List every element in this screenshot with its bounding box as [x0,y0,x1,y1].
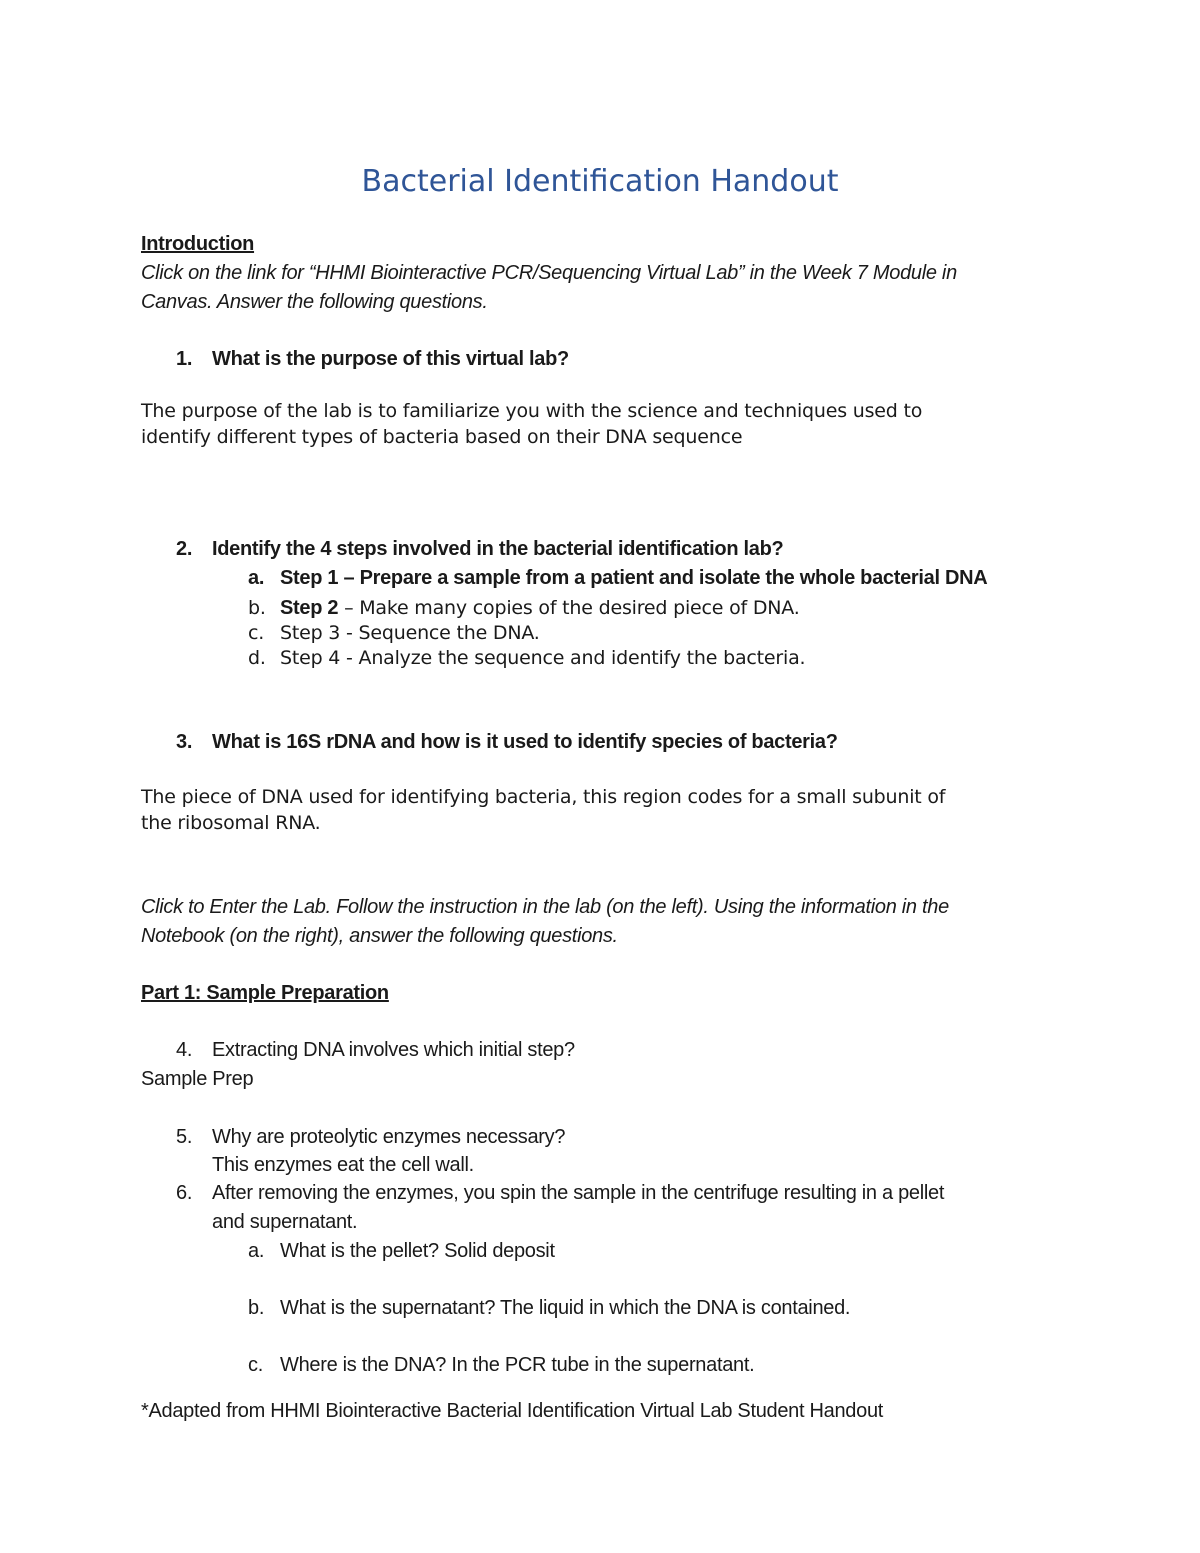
question-4 [176,1039,575,1062]
instruction-line-1: Click to Enter the Lab. Follow the instruction in the lab (on the left). Using the information in the [141,896,949,918]
step-text: Step 3 - Sequence the DNA. [280,622,540,644]
sub-text: What is the supernatant? The liquid in which the DNA is contained. [280,1297,851,1319]
instruction-line-2: Notebook (on the right), answer the following questions. [141,925,618,947]
question-text: After removing the enzymes, you spin the sample in the centrifuge resulting in a pellet [212,1182,945,1204]
sub-letter: a. [248,1240,265,1262]
step-text: – Make many copies of the desired piece of DNA. [338,597,800,619]
answer-4: Sample Prep [141,1068,254,1090]
part-1-heading: Part 1: Sample Preparation [141,982,389,1004]
step-item [248,597,800,620]
sub-letter: b. [248,1297,265,1319]
step-label: Step 2 [280,597,339,619]
question-text: What is 16S rDNA and how is it used to identify species of bacteria? [212,731,838,753]
question-3 [176,731,838,754]
intro-line-1: Click on the link for “HHMI Biointeractive PCR/Sequencing Virtual Lab” in the Week 7 Module in [141,262,957,284]
step-label: Step 1 – [280,567,355,589]
question-number: 4. [176,1039,193,1061]
step-item [248,647,805,669]
question-number: 6. [176,1182,193,1204]
sub-question [248,1240,555,1263]
sub-text: Where is the DNA? In the PCR tube in the supernatant. [280,1354,755,1376]
question-1 [176,348,569,371]
page-title: Bacterial Identification Handout [361,164,839,199]
step-letter: c. [248,622,265,644]
question-text: Why are proteolytic enzymes necessary? [212,1126,566,1148]
step-text: Step 4 - Analyze the sequence and identify the bacteria. [280,647,806,669]
step-item [248,567,987,590]
answer-1-line-1: The purpose of the lab is to familiarize you with the science and techniques used to [141,400,923,422]
question-5 [176,1126,565,1149]
step-letter: a. [248,567,265,589]
question-number: 3. [176,731,193,753]
step-letter: d. [248,647,266,669]
footer-note: *Adapted from HHMI Biointeractive Bacterial Identification Virtual Lab Student Handout [141,1400,884,1422]
intro-line-2: Canvas. Answer the following questions. [141,291,488,313]
question-6-line-2: and supernatant. [212,1211,358,1233]
question-6 [176,1182,944,1205]
answer-3-line-1: The piece of DNA used for identifying bacteria, this region codes for a small subunit of [141,786,946,808]
question-text: What is the purpose of this virtual lab? [212,348,569,370]
question-2 [176,538,783,561]
answer-5: This enzymes eat the cell wall. [212,1154,474,1176]
question-number: 2. [176,538,193,560]
question-number: 5. [176,1126,193,1148]
sub-question [248,1354,754,1377]
sub-letter: c. [248,1354,263,1376]
question-text: Identify the 4 steps involved in the bacterial identification lab? [212,538,784,560]
question-number: 1. [176,348,193,370]
step-letter: b. [248,597,266,619]
step-item [248,622,540,644]
intro-heading: Introduction [141,233,255,255]
sub-question [248,1297,850,1320]
question-text: Extracting DNA involves which initial step? [212,1039,575,1061]
step-text: Prepare a sample from a patient and isolate the whole bacterial DNA [354,567,988,589]
answer-3-line-2: the ribosomal RNA. [141,812,321,834]
sub-text: What is the pellet? Solid deposit [280,1240,555,1262]
answer-1-line-2: identify different types of bacteria based on their DNA sequence [141,426,743,448]
